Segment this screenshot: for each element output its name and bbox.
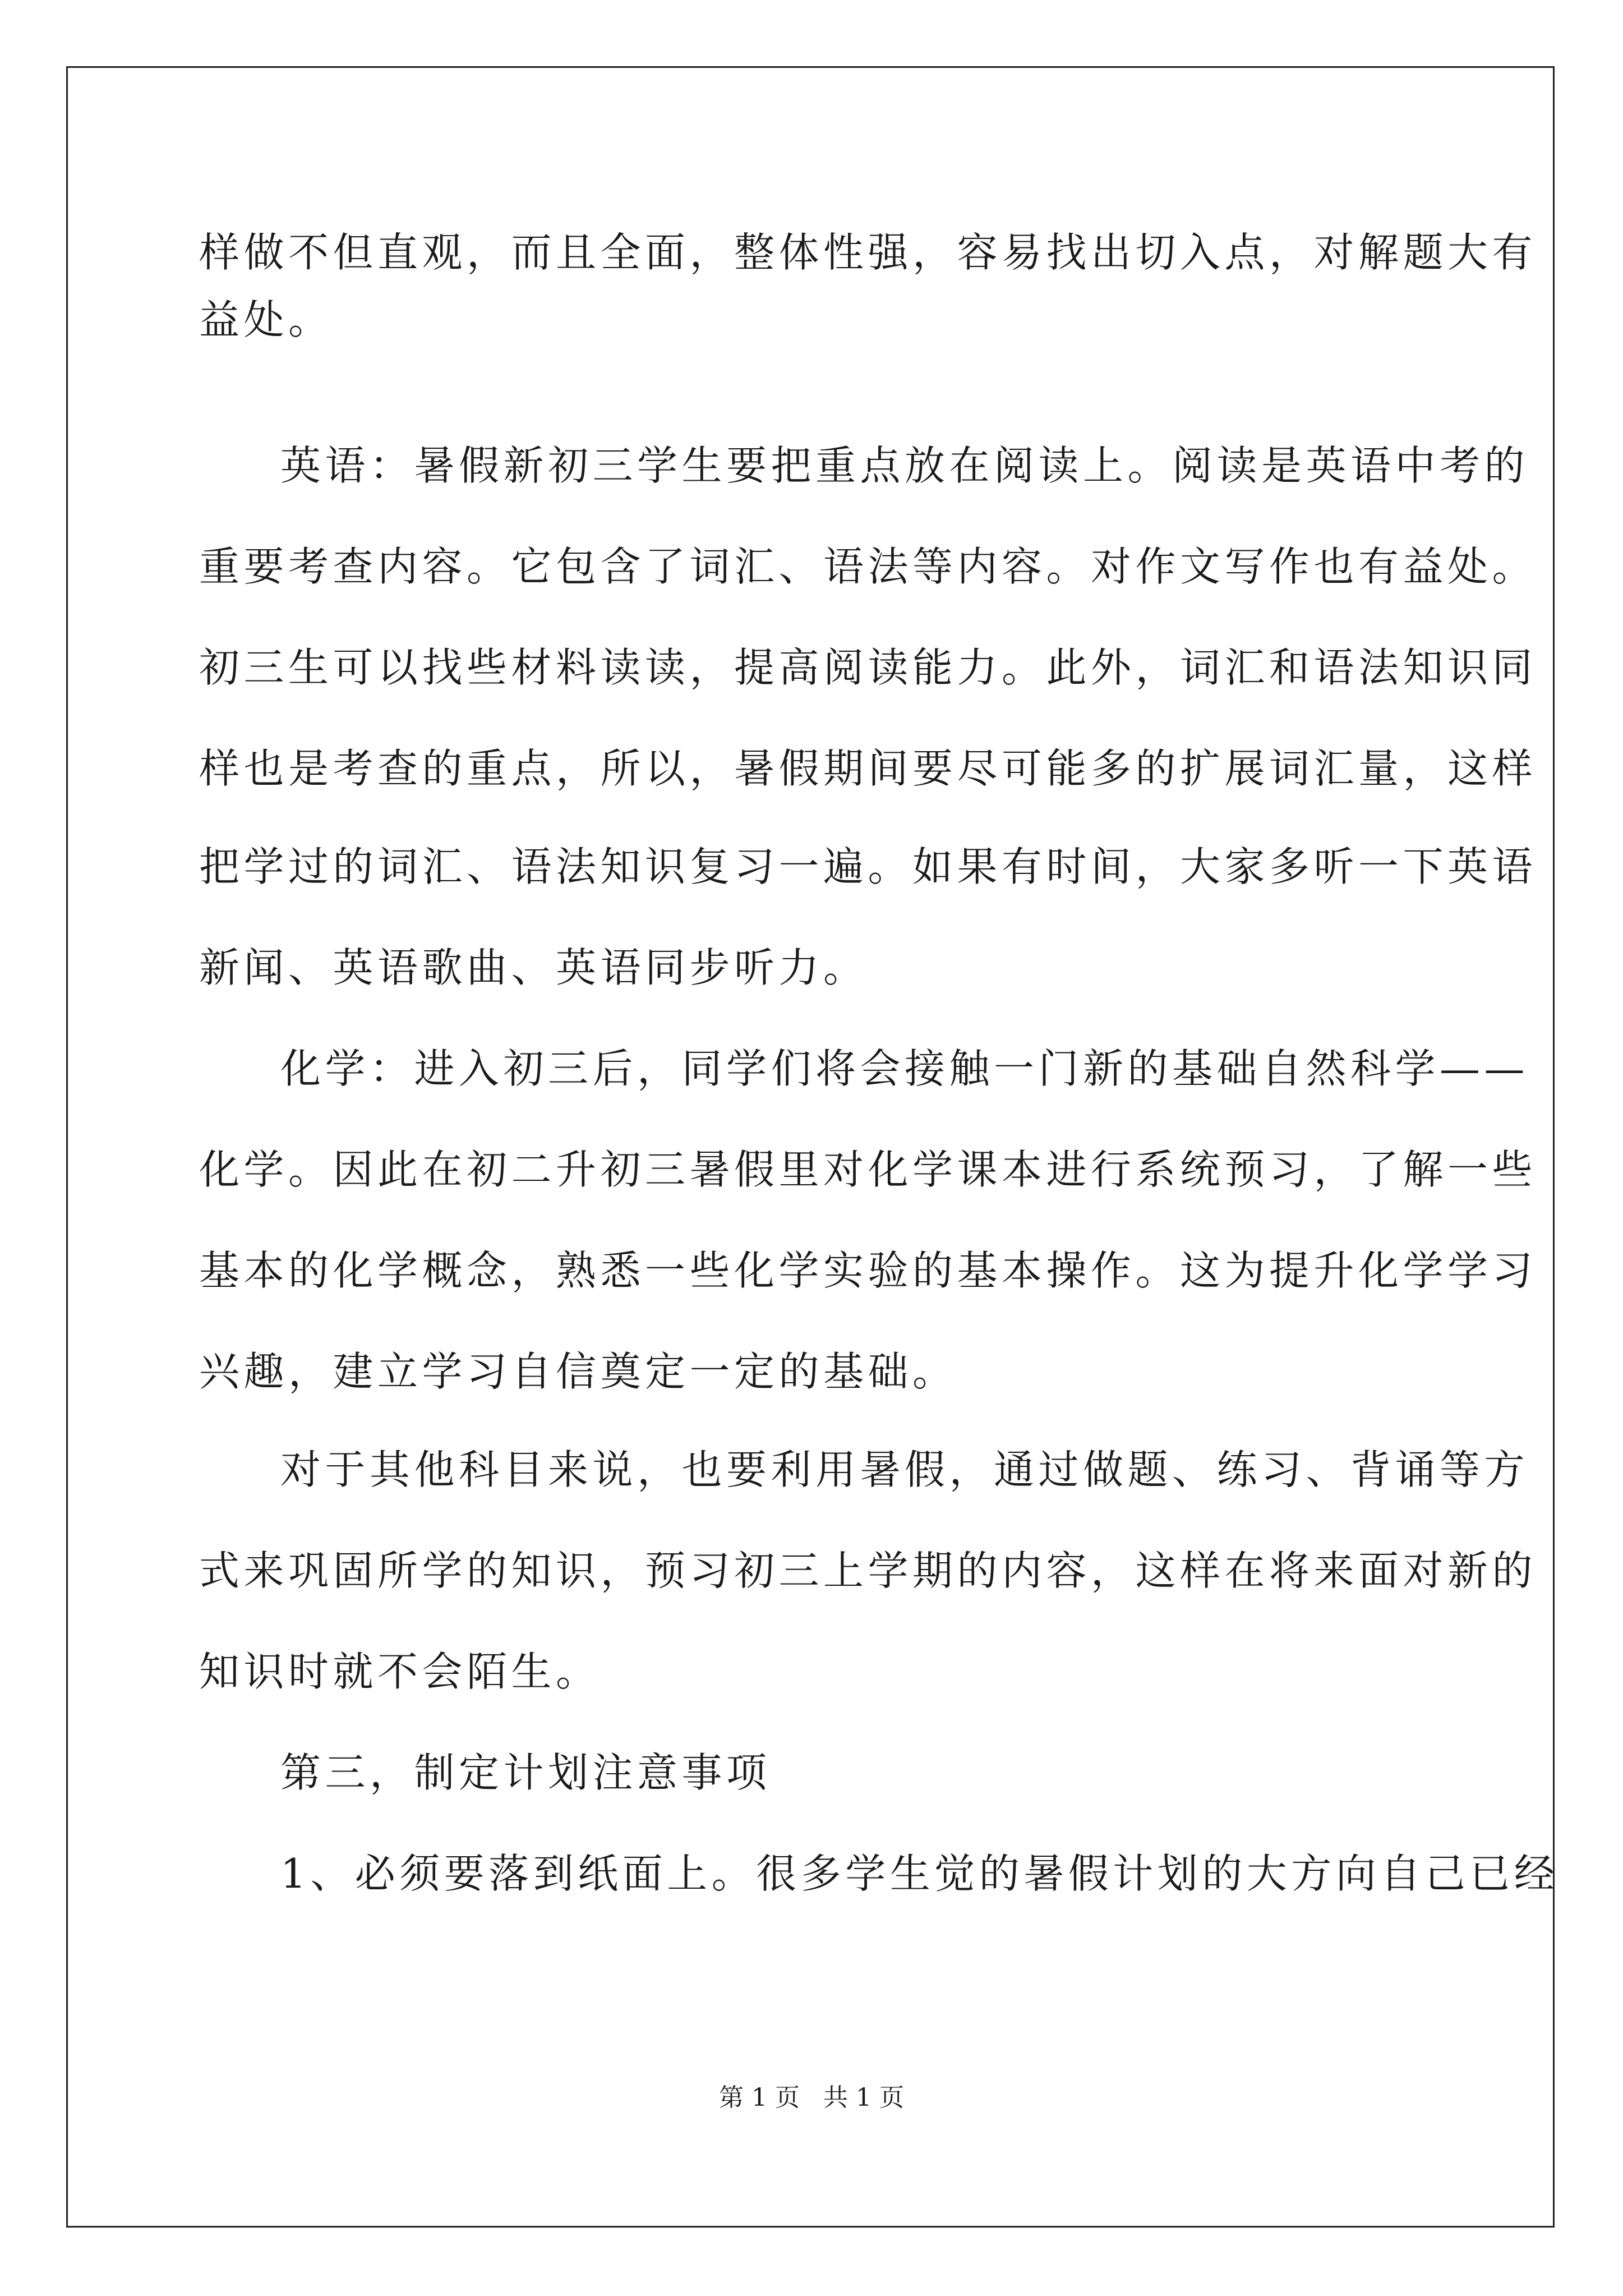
text-line: 初三生可以找些材料读读，提高阅读能力。此外，词汇和语法知识同 — [199, 644, 1537, 691]
text-line: 化学。因此在初二升初三暑假里对化学课本进行系统预习，了解一些 — [199, 1146, 1537, 1193]
text-line: 化学：进入初三后，同学们将会接触一门新的基础自然科学—— — [280, 1045, 1529, 1092]
text-line: 把学过的词汇、语法知识复习一遍。如果有时间，大家多听一下英语 — [199, 843, 1537, 890]
section-heading: 第三，制定计划注意事项 — [280, 1749, 771, 1796]
text-line: 样做不但直观，而且全面，整体性强，容易找出切入点，对解题大有 — [199, 229, 1537, 276]
text-line: 英语：暑假新初三学生要把重点放在阅读上。阅读是英语中考的 — [280, 442, 1529, 489]
text-line: 式来巩固所学的知识，预习初三上学期的内容，这样在将来面对新的 — [199, 1547, 1537, 1594]
text-line: 1、必须要落到纸面上。很多学生觉的暑假计划的大方向自己已经 — [280, 1850, 1559, 1897]
text-line: 知识时就不会陌生。 — [199, 1648, 601, 1695]
text-line: 新闻、英语歌曲、英语同步听力。 — [199, 944, 868, 991]
text-line: 兴趣，建立学习自信奠定一定的基础。 — [199, 1348, 957, 1395]
page-footer: 第 1 页 共 1 页 — [719, 2083, 904, 2112]
text-line: 对于其他科目来说，也要利用暑假，通过做题、练习、背诵等方 — [280, 1446, 1529, 1493]
text-line: 重要考查内容。它包含了词汇、语法等内容。对作文写作也有益处。 — [199, 543, 1537, 590]
text-line: 样也是考查的重点，所以，暑假期间要尽可能多的扩展词汇量，这样 — [199, 745, 1537, 792]
text-line: 基本的化学概念，熟悉一些化学实验的基本操作。这为提升化学学习 — [199, 1247, 1537, 1294]
text-line: 益处。 — [199, 296, 333, 343]
